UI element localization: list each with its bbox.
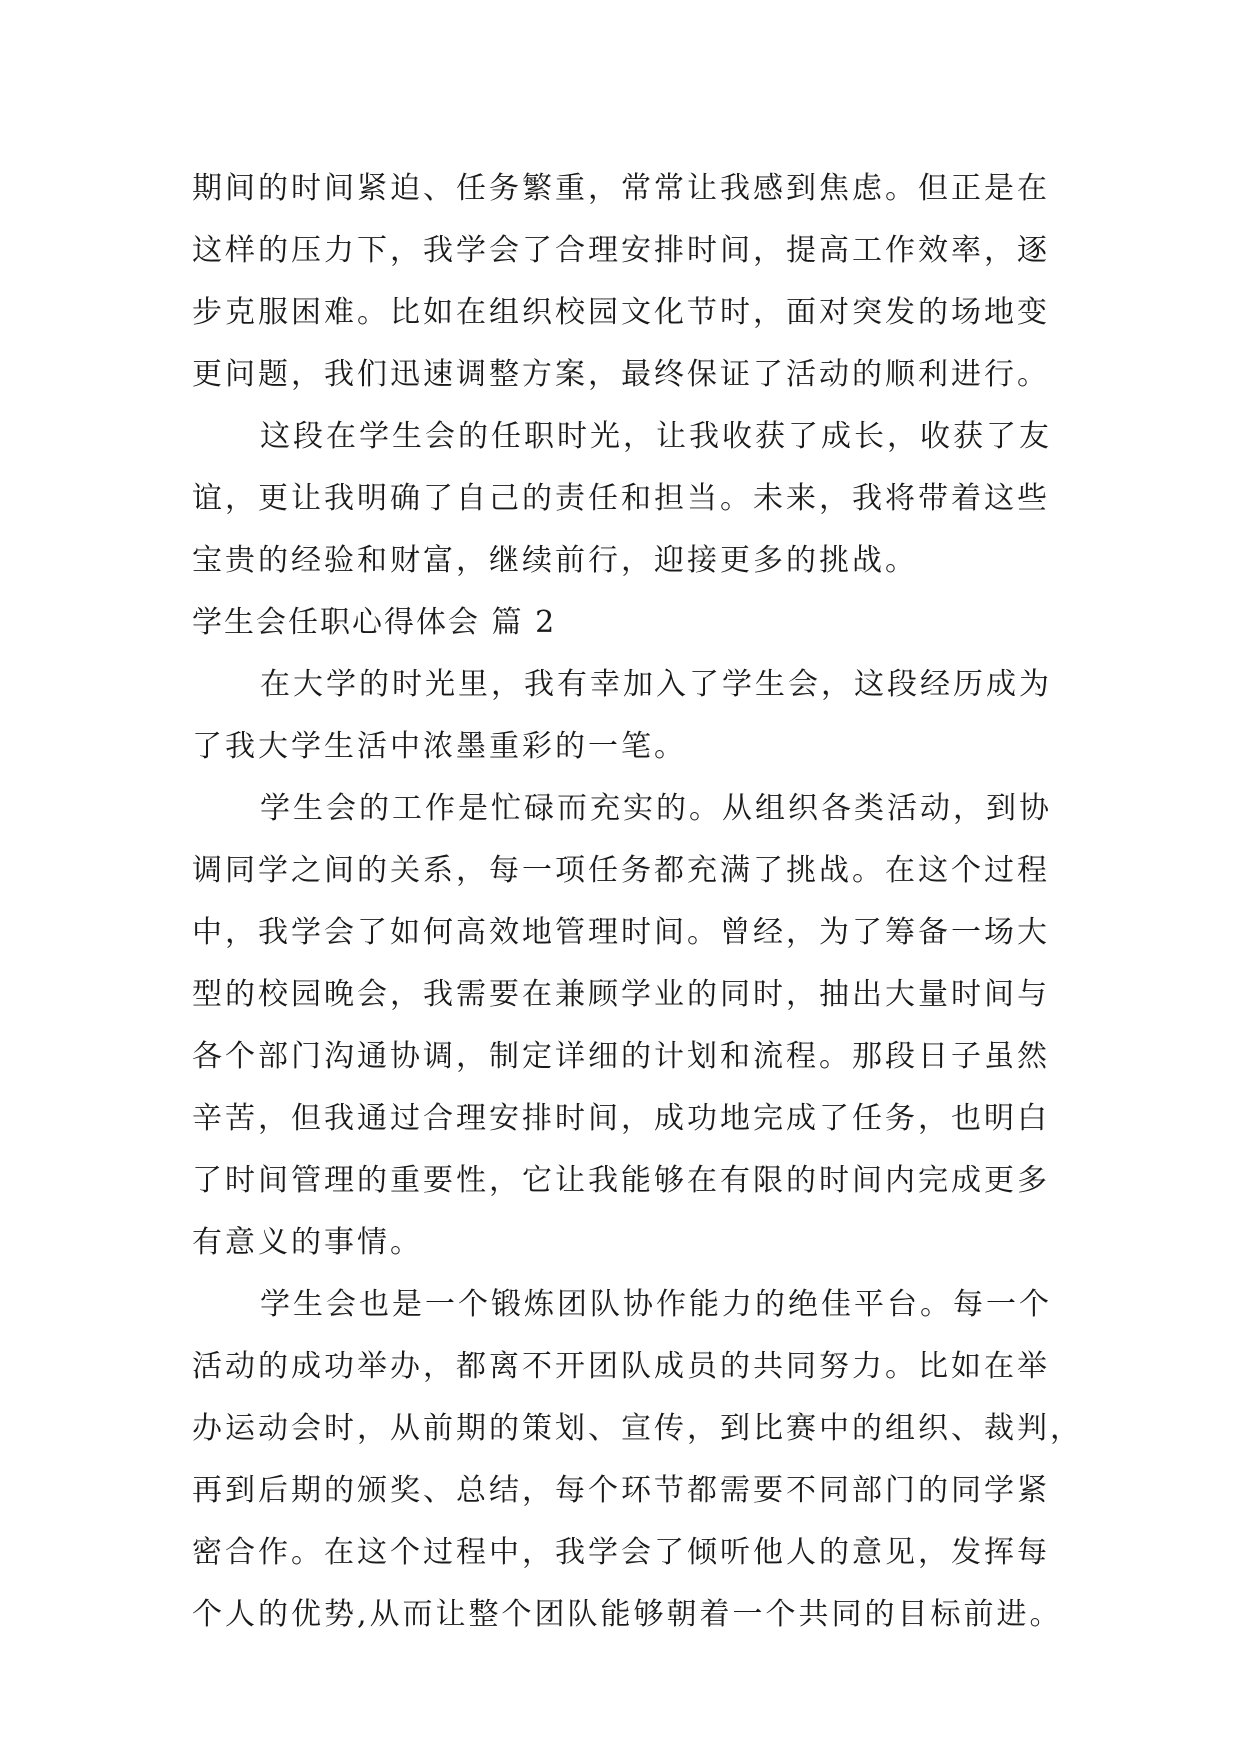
text-line: 辛苦，但我通过合理安排时间，成功地完成了任务，也明白 [192, 1101, 1050, 1136]
text-line: 型的校园晚会，我需要在兼顾学业的同时，抽出大量时间与 [192, 977, 1050, 1012]
text-line: 再到后期的颁奖、总结，每个环节都需要不同部门的同学紧 [192, 1473, 1050, 1508]
text-line: 调同学之间的关系，每一项任务都充满了挑战。在这个过程 [192, 853, 1050, 888]
text-line: 办运动会时，从前期的策划、宣传，到比赛中的组织、裁判， [192, 1411, 1083, 1446]
text-line: 这样的压力下，我学会了合理安排时间，提高工作效率，逐 [192, 233, 1050, 268]
text-line: 活动的成功举办，都离不开团队成员的共同努力。比如在举 [192, 1349, 1050, 1384]
text-line: 了我大学生活中浓墨重彩的一笔。 [192, 729, 687, 764]
text-line: 更问题，我们迅速调整方案，最终保证了活动的顺利进行。 [192, 357, 1050, 392]
text-line: 宝贵的经验和财富，继续前行，迎接更多的挑战。 [192, 543, 918, 578]
text-line: 有意义的事情。 [192, 1225, 423, 1260]
paragraph-start-line: 学生会的工作是忙碌而充实的。从组织各类活动，到协 [260, 791, 1052, 826]
text-line: 中，我学会了如何高效地管理时间。曾经，为了筹备一场大 [192, 915, 1050, 950]
text-line: 密合作。在这个过程中，我学会了倾听他人的意见，发挥每 [192, 1535, 1050, 1570]
paragraph-start-line: 这段在学生会的任职时光，让我收获了成长，收获了友 [260, 419, 1052, 454]
document-page [192, 158, 1083, 1646]
text-line: 了时间管理的重要性，它让我能够在有限的时间内完成更多 [192, 1163, 1050, 1198]
text-line: 期间的时间紧迫、任务繁重，常常让我感到焦虑。但正是在 [192, 171, 1050, 206]
paragraph-start-line: 在大学的时光里，我有幸加入了学生会，这段经历成为 [260, 667, 1052, 702]
text-line: 各个部门沟通协调，制定详细的计划和流程。那段日子虽然 [192, 1039, 1050, 1074]
text-line: 谊，更让我明确了自己的责任和担当。未来，我将带着这些 [192, 481, 1050, 516]
section-heading: 学生会任职心得体会 篇 2 [192, 605, 557, 640]
text-line: 步克服困难。比如在组织校园文化节时，面对突发的场地变 [192, 295, 1050, 330]
paragraph-start-line: 学生会也是一个锻炼团队协作能力的绝佳平台。每一个 [260, 1287, 1052, 1322]
text-line: 个人的优势,从而让整个团队能够朝着一个共同的目标前进。 [192, 1597, 1063, 1632]
